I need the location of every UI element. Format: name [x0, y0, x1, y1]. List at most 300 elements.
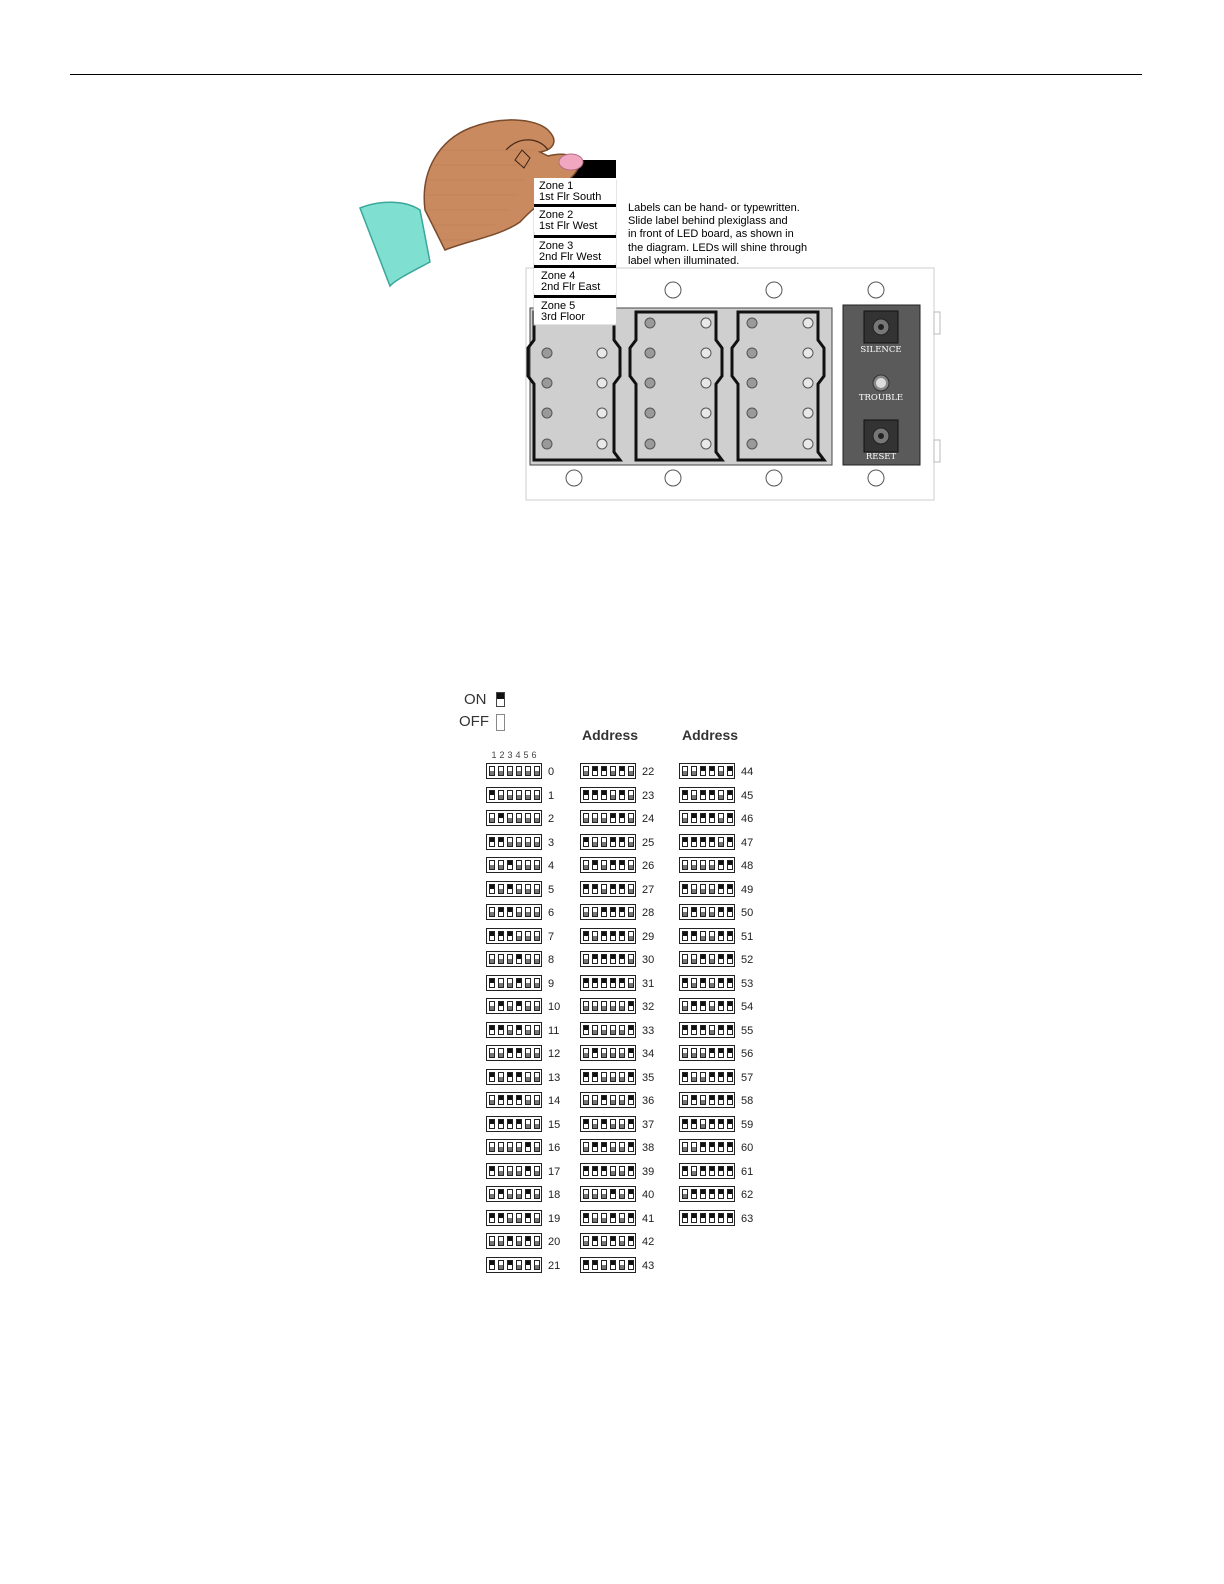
dip-toggle-knob: [593, 1237, 597, 1241]
dip-toggle: [516, 1072, 522, 1082]
dip-toggle-knob: [629, 1214, 633, 1218]
dip-toggle-knob: [490, 1053, 494, 1057]
dip-switch: [486, 1233, 542, 1249]
dip-toggle-knob: [611, 1006, 615, 1010]
dip-toggle: [525, 1189, 531, 1199]
dip-toggle-knob: [710, 767, 714, 771]
address-number: 58: [741, 1095, 754, 1107]
dip-toggle-knob: [683, 1147, 687, 1151]
dip-toggle-knob: [728, 1120, 732, 1124]
dip-toggle-knob: [517, 979, 521, 983]
address-number: 38: [642, 1142, 655, 1154]
dip-toggle: [682, 931, 688, 941]
dip-toggle-knob: [620, 1053, 624, 1057]
dip-toggle: [682, 1142, 688, 1152]
dip-toggle: [610, 813, 616, 823]
dip-toggle-knob: [728, 1167, 732, 1171]
dip-switch: [486, 1069, 542, 1085]
address-number: 31: [642, 977, 655, 990]
address-number: 59: [741, 1118, 754, 1131]
address-number: 2: [548, 813, 555, 825]
dip-toggle: [610, 1025, 616, 1035]
dip-toggle: [709, 954, 715, 964]
dip-toggle: [619, 954, 625, 964]
dip-toggle-knob: [719, 1167, 723, 1171]
dip-toggle-knob: [517, 1073, 521, 1077]
dip-toggle-knob: [611, 1237, 615, 1241]
dip-toggle: [534, 1189, 540, 1199]
dip-switch: [679, 787, 735, 803]
dip-toggle-knob: [517, 865, 521, 869]
dip-toggle: [507, 1025, 513, 1035]
dip-toggle: [628, 766, 634, 776]
dip-toggle: [709, 766, 715, 776]
dip-toggle-knob: [611, 1100, 615, 1104]
dip-toggle: [619, 1048, 625, 1058]
dip-toggle-knob: [701, 1077, 705, 1081]
dip-toggle-knob: [526, 771, 530, 775]
dip-toggle: [534, 766, 540, 776]
dip-toggle-knob: [629, 865, 633, 869]
dip-toggle: [682, 978, 688, 988]
dip-toggle-knob: [535, 1124, 539, 1128]
dip-toggle: [583, 813, 589, 823]
dip-toggle-knob: [728, 861, 732, 865]
dip-toggle: [525, 1260, 531, 1270]
dip-toggle-knob: [629, 1120, 633, 1124]
dip-toggle-knob: [719, 771, 723, 775]
dip-toggle: [534, 1166, 540, 1176]
dip-toggle-knob: [602, 1006, 606, 1010]
dip-toggle-knob: [620, 979, 624, 983]
dip-toggle-knob: [602, 908, 606, 912]
dip-toggle-knob: [701, 955, 705, 959]
dip-toggle: [507, 954, 513, 964]
dip-toggle: [700, 1095, 706, 1105]
dip-switch: [486, 1045, 542, 1061]
dip-toggle-knob: [499, 1026, 503, 1030]
dip-toggle-knob: [499, 1077, 503, 1081]
dip-toggle-knob: [508, 885, 512, 889]
dip-toggle: [727, 1213, 733, 1223]
dip-toggle: [619, 860, 625, 870]
dip-toggle-knob: [584, 1167, 588, 1171]
dip-toggle: [709, 1119, 715, 1129]
dip-toggle: [682, 1189, 688, 1199]
dip-toggle-knob: [620, 1100, 624, 1104]
dip-toggle-knob: [692, 908, 696, 912]
dip-toggle-knob: [526, 1143, 530, 1147]
dip-toggle-knob: [584, 959, 588, 963]
dip-toggle: [583, 931, 589, 941]
address-number: 32: [642, 1001, 655, 1013]
dip-toggle-knob: [490, 1261, 494, 1265]
dip-toggle-knob: [535, 795, 539, 799]
dip-toggle: [727, 860, 733, 870]
dip-switch: [486, 1210, 542, 1226]
dip-toggle-knob: [517, 771, 521, 775]
zone-label-4-location: 2nd Flr East: [541, 281, 601, 293]
dip-toggle: [489, 790, 495, 800]
dip-toggle-knob: [499, 932, 503, 936]
address-number: 26: [642, 860, 655, 872]
dip-toggle: [709, 978, 715, 988]
dip-toggle: [498, 1260, 504, 1270]
address-number: 9: [548, 977, 555, 990]
legend-off-switch: [496, 714, 505, 731]
dip-switch: [580, 1233, 636, 1249]
dip-toggle: [525, 1166, 531, 1176]
dip-toggle-knob: [620, 1030, 624, 1034]
dip-toggle-knob: [593, 1100, 597, 1104]
dip-toggle: [507, 1260, 513, 1270]
dip-toggle: [498, 978, 504, 988]
dip-toggle-knob: [508, 1194, 512, 1198]
dip-toggle: [709, 1189, 715, 1199]
dip-toggle: [709, 837, 715, 847]
dip-switch: [679, 1116, 735, 1132]
dip-toggle-knob: [629, 889, 633, 893]
dip-toggle-knob: [508, 771, 512, 775]
dip-switch: [486, 763, 542, 779]
dip-toggle-knob: [701, 1143, 705, 1147]
dip-toggle-knob: [620, 1194, 624, 1198]
dip-toggle: [682, 1048, 688, 1058]
dip-toggle: [507, 1001, 513, 1011]
dip-toggle: [583, 790, 589, 800]
address-number: 42: [642, 1236, 655, 1248]
dip-toggle-knob: [611, 885, 615, 889]
reset-button-graphic: [864, 420, 898, 452]
dip-toggle: [601, 837, 607, 847]
zone-label-5: [534, 295, 616, 323]
dip-toggle: [601, 1025, 607, 1035]
dip-toggle: [516, 837, 522, 847]
address-number: 8: [548, 954, 555, 966]
dip-toggle: [619, 1189, 625, 1199]
dip-toggle: [628, 1189, 634, 1199]
dip-toggle: [507, 884, 513, 894]
dip-toggle-knob: [728, 979, 732, 983]
dip-toggle: [534, 1048, 540, 1058]
dip-toggle: [709, 931, 715, 941]
dip-switch: [679, 1045, 735, 1061]
dip-toggle-knob: [602, 1120, 606, 1124]
dip-toggle: [727, 813, 733, 823]
dip-toggle-knob: [710, 1190, 714, 1194]
dip-toggle: [718, 907, 724, 917]
dip-toggle-knob: [692, 1053, 696, 1057]
dip-switch: [580, 1163, 636, 1179]
dip-switch: [679, 1186, 735, 1202]
dip-toggle-knob: [535, 1218, 539, 1222]
address-header-col3: Address: [682, 727, 739, 743]
dip-toggle: [516, 790, 522, 800]
dip-switch: [679, 881, 735, 897]
dip-toggle-knob: [701, 889, 705, 893]
address-number: 56: [741, 1048, 754, 1060]
dip-toggle-knob: [499, 983, 503, 987]
dip-toggle-knob: [584, 1120, 588, 1124]
dip-toggle-knob: [499, 959, 503, 963]
dip-toggle-knob: [683, 979, 687, 983]
dip-toggle-knob: [602, 955, 606, 959]
dip-toggle: [682, 954, 688, 964]
dip-toggle: [583, 1189, 589, 1199]
dip-toggle-knob: [593, 979, 597, 983]
dip-toggle-knob: [526, 1053, 530, 1057]
dip-toggle-knob: [508, 1261, 512, 1265]
dip-toggle: [489, 1048, 495, 1058]
dip-toggle-knob: [602, 1143, 606, 1147]
dip-toggle-knob: [629, 1096, 633, 1100]
dip-toggle: [516, 1095, 522, 1105]
dip-toggle-knob: [517, 1147, 521, 1151]
dip-toggle: [507, 1166, 513, 1176]
dip-toggle-knob: [683, 959, 687, 963]
dip-toggle: [592, 1189, 598, 1199]
dip-toggle: [592, 978, 598, 988]
bit-number: 5: [523, 750, 529, 760]
address-number: 52: [741, 954, 754, 966]
dip-toggle-knob: [728, 1214, 732, 1218]
dip-toggle: [610, 1072, 616, 1082]
zone-label-3-location: 2nd Flr West: [539, 251, 602, 263]
dip-toggle: [709, 1142, 715, 1152]
dip-toggle-knob: [692, 983, 696, 987]
dip-toggle-knob: [499, 1002, 503, 1006]
dip-toggle: [583, 978, 589, 988]
dip-toggle-knob: [490, 865, 494, 869]
dip-toggle-knob: [602, 1218, 606, 1222]
dip-switch: [679, 810, 735, 826]
dip-toggle: [700, 813, 706, 823]
dip-toggle-knob: [517, 1049, 521, 1053]
dip-toggle-knob: [526, 818, 530, 822]
dip-toggle: [727, 1095, 733, 1105]
dip-toggle-knob: [535, 912, 539, 916]
dip-toggle: [498, 1001, 504, 1011]
dip-toggle-knob: [602, 1096, 606, 1100]
dip-toggle: [691, 1072, 697, 1082]
dip-toggle-knob: [620, 1147, 624, 1151]
dip-toggle-knob: [490, 1167, 494, 1171]
dip-toggle: [534, 954, 540, 964]
dip-toggle-knob: [629, 1002, 633, 1006]
address-number: 17: [548, 1165, 561, 1178]
dip-toggle-knob: [593, 1073, 597, 1077]
dip-toggle-knob: [710, 1006, 714, 1010]
address-number: 51: [741, 930, 754, 943]
dip-switch: [679, 904, 735, 920]
dip-switch: [679, 1092, 735, 1108]
dip-toggle: [507, 978, 513, 988]
dip-toggle-knob: [526, 1100, 530, 1104]
dip-toggle-knob: [490, 1241, 494, 1245]
dip-switch: [486, 1163, 542, 1179]
dip-toggle: [516, 1001, 522, 1011]
dip-toggle-knob: [535, 842, 539, 846]
address-number: 46: [741, 813, 754, 825]
dip-toggle-knob: [602, 1030, 606, 1034]
dip-switch: [679, 1139, 735, 1155]
dip-toggle: [619, 1119, 625, 1129]
dip-toggle: [489, 766, 495, 776]
dip-toggle-knob: [683, 1100, 687, 1104]
dip-toggle: [682, 813, 688, 823]
dip-toggle-knob: [602, 932, 606, 936]
dip-toggle-knob: [710, 912, 714, 916]
dip-toggle: [709, 907, 715, 917]
dip-toggle-knob: [584, 1006, 588, 1010]
dip-toggle: [516, 1166, 522, 1176]
dip-toggle: [718, 1025, 724, 1035]
dip-toggle-knob: [629, 1143, 633, 1147]
dip-toggle-knob: [683, 932, 687, 936]
dip-toggle-knob: [517, 912, 521, 916]
dip-toggle-knob: [701, 767, 705, 771]
dip-toggle-knob: [692, 1190, 696, 1194]
dip-toggle: [628, 1260, 634, 1270]
dip-toggle-knob: [683, 865, 687, 869]
dip-toggle: [718, 884, 724, 894]
dip-toggle: [709, 1048, 715, 1058]
dip-switch: [580, 857, 636, 873]
dip-toggle: [718, 837, 724, 847]
dip-toggle: [516, 813, 522, 823]
dip-toggle-knob: [692, 1120, 696, 1124]
dip-toggle-knob: [584, 912, 588, 916]
dip-toggle: [525, 931, 531, 941]
dip-toggle: [489, 1072, 495, 1082]
dip-toggle: [498, 931, 504, 941]
dip-toggle-knob: [719, 1073, 723, 1077]
dip-toggle-knob: [499, 1096, 503, 1100]
address-number: 28: [642, 907, 655, 919]
dip-toggle: [583, 1213, 589, 1223]
dip-toggle: [525, 837, 531, 847]
dip-toggle: [628, 860, 634, 870]
dip-toggle: [709, 1166, 715, 1176]
dip-toggle-knob: [611, 932, 615, 936]
dip-toggle: [700, 1072, 706, 1082]
dip-toggle: [610, 907, 616, 917]
dip-toggle: [718, 860, 724, 870]
dip-switch: [679, 998, 735, 1014]
dip-toggle-knob: [490, 932, 494, 936]
address-number: 61: [741, 1165, 754, 1178]
dip-toggle: [507, 1072, 513, 1082]
dip-switch: [580, 951, 636, 967]
dip-toggle-knob: [611, 979, 615, 983]
dip-toggle: [691, 1189, 697, 1199]
dip-toggle-knob: [508, 1073, 512, 1077]
dip-toggle-knob: [526, 1167, 530, 1171]
dip-toggle-knob: [508, 959, 512, 963]
dip-toggle-knob: [526, 912, 530, 916]
zone-label-3: [534, 235, 616, 263]
dip-toggle: [619, 1236, 625, 1246]
dip-toggle: [691, 884, 697, 894]
dip-switch: [486, 1092, 542, 1108]
dip-toggle: [610, 1001, 616, 1011]
dip-toggle: [727, 790, 733, 800]
dip-switch: [580, 787, 636, 803]
dip-toggle: [601, 931, 607, 941]
legend-on: [464, 691, 487, 708]
address-number: 43: [642, 1259, 655, 1272]
dip-toggle: [628, 931, 634, 941]
address-number: 13: [548, 1071, 561, 1084]
dip-toggle-knob: [584, 818, 588, 822]
dip-toggle-knob: [620, 932, 624, 936]
dip-toggle-knob: [728, 1143, 732, 1147]
dip-toggle: [691, 1001, 697, 1011]
address-number: 12: [548, 1048, 561, 1060]
dip-toggle-knob: [517, 1194, 521, 1198]
dip-toggle: [507, 790, 513, 800]
dip-toggle-knob: [499, 795, 503, 799]
dip-toggle-knob: [584, 865, 588, 869]
dip-toggle: [525, 766, 531, 776]
dip-toggle: [619, 813, 625, 823]
dip-toggle-knob: [593, 791, 597, 795]
dip-toggle: [592, 1166, 598, 1176]
dip-toggle: [619, 766, 625, 776]
dip-toggle-knob: [499, 889, 503, 893]
dip-toggle-knob: [683, 885, 687, 889]
dip-toggle: [489, 1166, 495, 1176]
dip-toggle: [628, 978, 634, 988]
dip-toggle-knob: [683, 1073, 687, 1077]
dip-switch: [679, 951, 735, 967]
dip-toggle-knob: [535, 1006, 539, 1010]
dip-toggle-knob: [620, 1241, 624, 1245]
dip-toggle-knob: [602, 767, 606, 771]
dip-toggle: [516, 884, 522, 894]
dip-toggle: [534, 1095, 540, 1105]
dip-switch: [486, 810, 542, 826]
dip-toggle: [583, 884, 589, 894]
dip-toggle: [601, 1001, 607, 1011]
dip-toggle-knob: [692, 1096, 696, 1100]
dip-toggle-knob: [490, 1073, 494, 1077]
address-number: 1: [548, 789, 555, 802]
address-number: 54: [741, 1001, 754, 1013]
dip-toggle-knob: [526, 842, 530, 846]
dip-toggle: [516, 931, 522, 941]
dip-toggle: [534, 813, 540, 823]
dip-toggle-knob: [719, 1096, 723, 1100]
dip-switch: [486, 1022, 542, 1038]
dip-toggle: [700, 1166, 706, 1176]
address-number: 22: [642, 766, 655, 778]
dip-toggle: [727, 931, 733, 941]
dip-toggle-knob: [611, 1261, 615, 1265]
dip-toggle: [682, 884, 688, 894]
dip-toggle-knob: [701, 1214, 705, 1218]
instruction-line: Labels can be hand- or typewritten.: [628, 202, 800, 214]
zone-label-3-name: Zone 3: [539, 240, 574, 252]
dip-toggle-knob: [508, 1237, 512, 1241]
dip-toggle: [619, 1213, 625, 1223]
dip-toggle: [718, 1048, 724, 1058]
dip-toggle: [709, 813, 715, 823]
address-number: 36: [642, 1095, 655, 1107]
dip-toggle: [727, 954, 733, 964]
dip-toggle-knob: [593, 1218, 597, 1222]
dip-toggle-knob: [584, 1241, 588, 1245]
